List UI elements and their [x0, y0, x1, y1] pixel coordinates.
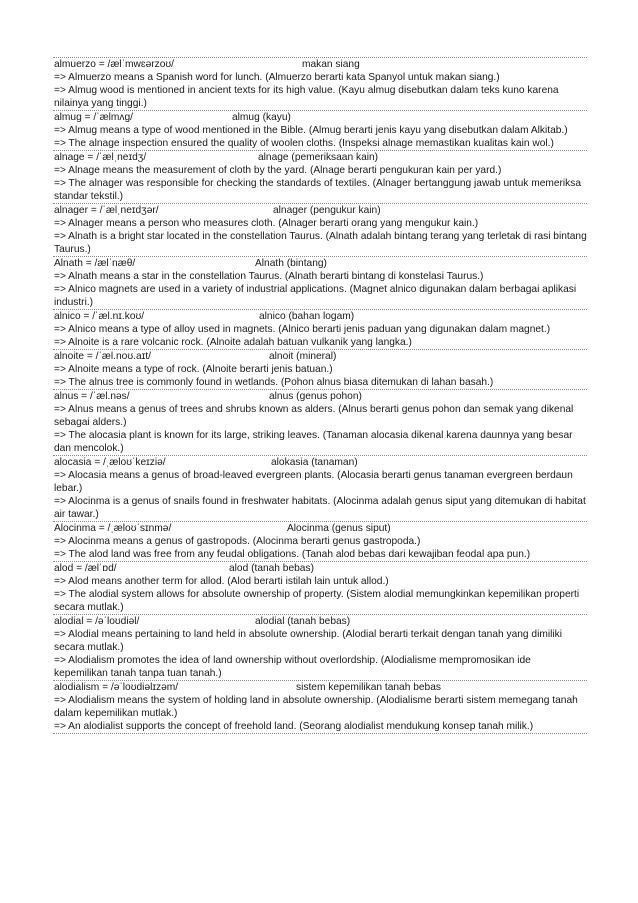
entry-term: alod = /ælˈɒd/ — [54, 563, 117, 574]
entry-translation: alokasia (tanaman) — [271, 457, 358, 468]
entry-translation: alodial (tanah bebas) — [255, 616, 351, 627]
entry-term: almuerzo = /ælˈmwɛərzoʊ/ — [54, 59, 175, 70]
entry-example: => The alnus tree is commonly found in wetlands. (Pohon alnus biasa ditemukan di lahan basah.) — [54, 377, 494, 388]
entry-alnico — [53, 309, 587, 349]
entry-translation: makan siang — [302, 59, 360, 70]
entry-definition: => Alnager means a person who measures cloth. (Alnager berarti orang yang mengukur kain.) — [54, 218, 479, 229]
entry-definition: => Alnath means a star in the constellation Taurus. (Alnath berarti bintang di konstelasi Taurus.) — [54, 271, 484, 282]
entry-translation: Alnath (bintang) — [255, 258, 327, 269]
vocabulary-list — [53, 57, 587, 734]
entry-alnath — [53, 256, 587, 309]
entry-translation: almug (kayu) — [232, 112, 291, 123]
entry-term: Alocinma = /ˌæloʊˈsɪnmə/ — [54, 523, 172, 534]
entry-example: => Alnico magnets are used in a variety of industrial applications. (Magnet alnico digunakan dalam berbagai aplikasi industri.) — [54, 284, 577, 308]
entry-definition: => Alocasia means a genus of broad-leaved evergreen plants. (Alocasia berarti genus tanaman evergreen berdaun lebar.) — [54, 470, 573, 494]
entry-example: => The alnager was responsible for checking the standards of textiles. (Alnager bertanggung jawab untuk memeriksa standar tekstil.) — [54, 178, 582, 202]
entry-example: => An alodialist supports the concept of freehold land. (Seorang alodialist mendukung konsep tanah milik.) — [54, 721, 534, 732]
entry-translation: alnager (pengukur kain) — [273, 205, 381, 216]
entry-translation: Alocinma (genus siput) — [287, 523, 391, 534]
entry-term: Alnath = /ælˈnæθ/ — [54, 258, 136, 269]
entry-term: almug = /ˈælmʌg/ — [54, 112, 133, 123]
entry-definition: => Alocinma means a genus of gastropods. (Alocinma berarti genus gastropoda.) — [54, 536, 421, 547]
entry-term: alodialism = /əˈloʊdiəlɪzəm/ — [54, 682, 179, 693]
entry-example: => Almug wood is mentioned in ancient texts for its high value. (Kayu almug disebutkan dalam teks kuno karena nilainya yang tinggi.) — [54, 85, 559, 109]
entry-term: alocasia = /ˌæloʊˈkeɪziə/ — [54, 457, 166, 468]
entry-term: alnager = /ˈælˌneɪdʒər/ — [54, 205, 159, 216]
entry-alod — [53, 561, 587, 614]
entry-example: => Alocinma is a genus of snails found in freshwater habitats. (Alocinma adalah genus siput yang ditemukan di habitat air tawar.) — [54, 496, 586, 520]
entry-translation: sistem kepemilikan tanah bebas — [296, 682, 441, 693]
entry-alodialism — [53, 680, 587, 734]
entry-term: alnus = /ˈæl.nəs/ — [54, 391, 130, 402]
entry-example: => Alnath is a bright star located in the constellation Taurus. (Alnath adalah bintang terang yang terletak di rasi bintang Taurus.) — [54, 231, 587, 255]
entry-translation: alnoit (mineral) — [269, 351, 337, 362]
entry-example: => Alnoite is a rare volcanic rock. (Alnoite adalah batuan vulkanik yang langka.) — [54, 337, 412, 348]
entry-translation: alod (tanah bebas) — [229, 563, 314, 574]
entry-alnoite — [53, 349, 587, 389]
entry-almug — [53, 110, 587, 150]
entry-term: alnoite = /ˈæl.noʊ.aɪt/ — [54, 351, 151, 362]
entry-alnager — [53, 203, 587, 256]
entry-definition: => Alodial means pertaining to land held in absolute ownership. (Alodial berarti terkait dengan tanah yang dimiliki secara mutlak.) — [54, 629, 562, 653]
entry-definition: => Alodialism means the system of holding land in absolute ownership. (Alodialisme berarti sistem memegang tanah dalam kepemilikan mutlak.) — [54, 695, 578, 719]
entry-example: => Alodialism promotes the idea of land ownership without overlordship. (Alodialisme mempromosikan ide kepemilikan tanah tanpa tuan tanah.) — [54, 655, 531, 679]
entry-definition: => Alnus means a genus of trees and shrubs known as alders. (Alnus berarti genus pohon dan semak yang dikenal sebagai alders.) — [54, 404, 574, 428]
entry-alocinma — [53, 521, 587, 561]
entry-example: => The alod land was free from any feudal obligations. (Tanah alod bebas dari kewajiban feodal apa pun.) — [54, 549, 531, 560]
entry-definition: => Alnico means a type of alloy used in magnets. (Alnico berarti jenis paduan yang digunakan dalam magnet.) — [54, 324, 551, 335]
entry-term: alodial = /əˈloʊdiəl/ — [54, 616, 140, 627]
entry-translation: alnico (bahan logam) — [259, 311, 355, 322]
entry-definition: => Alnoite means a type of rock. (Alnoite berarti jenis batuan.) — [54, 364, 333, 375]
entry-translation: alnage (pemeriksaan kain) — [258, 152, 379, 163]
entry-translation: alnus (genus pohon) — [269, 391, 362, 402]
entry-definition: => Alnage means the measurement of cloth by the yard. (Alnage berarti pengukuran kain per yard.) — [54, 165, 502, 176]
entry-alnus — [53, 389, 587, 455]
entry-alocasia — [53, 455, 587, 521]
entry-almuerzo — [53, 57, 587, 110]
entry-alnage — [53, 150, 587, 203]
entry-example: => The alodial system allows for absolute ownership of property. (Sistem alodial memungkinkan kepemilikan properti secara mutlak.) — [54, 589, 580, 613]
entry-example: => The alnage inspection ensured the quality of woolen cloths. (Inspeksi alnage memastikan kualitas kain wol.) — [54, 138, 554, 149]
entry-term: alnage = /ˈælˌneɪdʒ/ — [54, 152, 147, 163]
entry-definition: => Almuerzo means a Spanish word for lunch. (Almuerzo berarti kata Spanyol untuk makan siang.) — [54, 72, 500, 83]
entry-example: => The alocasia plant is known for its large, striking leaves. (Tanaman alocasia dikenal karena daunnya yang besar dan mencolok.) — [54, 430, 573, 454]
entry-definition: => Alod means another term for allod. (Alod berarti istilah lain untuk allod.) — [54, 576, 389, 587]
entry-term: alnico = /ˈæl.nɪ.koʊ/ — [54, 311, 145, 322]
entry-definition: => Almug means a type of wood mentioned in the Bible. (Almug berarti jenis kayu yang disebutkan dalam Alkitab.) — [54, 125, 568, 136]
entry-alodial — [53, 614, 587, 680]
